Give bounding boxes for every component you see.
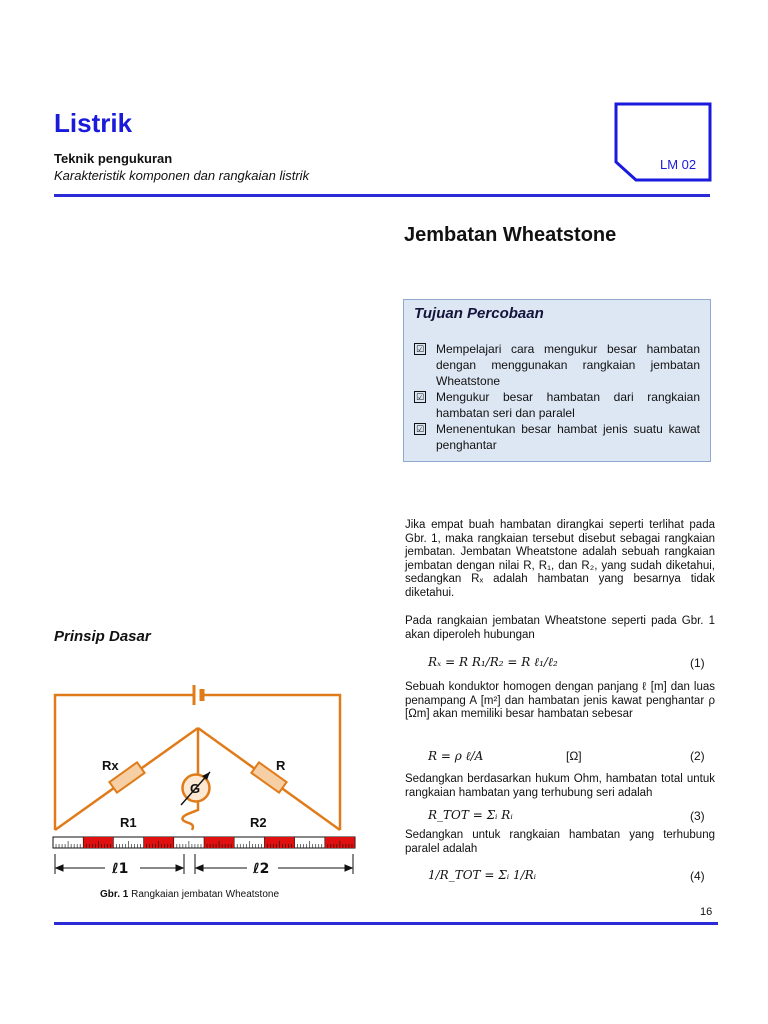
label-g: G: [190, 781, 201, 796]
equation-3-number: (3): [690, 809, 705, 823]
footer-divider: [54, 922, 718, 925]
equation-4-number: (4): [690, 869, 705, 883]
label-r2: R2: [250, 815, 267, 830]
header-divider: [54, 194, 710, 197]
meter-ruler: [53, 837, 355, 848]
paragraph-intro: Jika empat buah hambatan dirangkai seperti terlihat pada Gbr. 1, maka rangkaian tersebut disebut sebagai rangkaian jembatan. Jembatan Wheatstone adalah sebuah rangkaian jembatan dengan nilai R, R₁, dan R₂, yang sudah diketahui, sedangkan Rₓ adalah hambatan yang besarnya tidak diketahui.: [405, 519, 715, 599]
equation-1-number: (1): [690, 656, 705, 670]
section-heading: Prinsip Dasar: [54, 628, 151, 645]
paragraph-parallel: Sedangkan untuk rangkaian hambatan yang terhubung paralel adalah: [405, 829, 715, 855]
goal-item: [414, 341, 700, 389]
figure-caption-text: Rangkaian jembatan Wheatstone: [131, 889, 280, 900]
goal-text: Mempelajari cara mengukur besar hambatan dengan menggunakan rangkaian jembatan Wheatstone: [436, 342, 700, 388]
page-title: Listrik: [54, 108, 133, 138]
subtitle-bold: Teknik pengukuran: [54, 151, 173, 166]
section-title: Jembatan Wheatstone: [404, 224, 617, 246]
checkbox-icon: ☑: [415, 392, 425, 402]
goal-text: Mengukur besar hambatan dari rangkaian hambatan seri dan paralel: [436, 390, 700, 420]
checkbox-icon: ☑: [415, 424, 425, 434]
label-l1: ℓ1: [112, 861, 129, 877]
paragraph-series: Sedangkan berdasarkan hukum Ohm, hambatan total untuk rangkaian hambatan yang terhubung seri adalah: [405, 773, 715, 799]
equation-3: R_TOT = Σᵢ Rᵢ: [428, 808, 513, 822]
goal-item: [414, 389, 700, 421]
circuit-wires: [55, 695, 340, 830]
label-l2: ℓ2: [253, 861, 270, 877]
equation-2: R = ρ ℓ/A: [428, 749, 484, 763]
paragraph-conductor: Sebuah konduktor homogen dengan panjang ℓ [m] dan luas penampang A [m²] dan hambatan jenis kawat penghantar ρ [Ωm] akan memiliki besar hambatan sebesar: [405, 681, 715, 720]
figure-caption-label: Gbr. 1: [100, 889, 129, 900]
paragraph-relation: Pada rangkaian jembatan Wheatstone seperti pada Gbr. 1 akan diperoleh hubungan: [405, 615, 715, 641]
equation-2-number: (2): [690, 749, 705, 763]
length-markers: [55, 854, 353, 874]
equation-4: 1/R_TOT = Σᵢ 1/Rᵢ: [428, 868, 537, 882]
checkbox-icon: ☑: [415, 344, 425, 354]
label-r1: R1: [120, 815, 137, 830]
label-rx: Rx: [102, 758, 119, 773]
subtitle-italic: Karakteristik komponen dan rangkaian listrik: [54, 168, 310, 183]
page-number: 16: [700, 906, 713, 918]
equation-2-unit: [Ω]: [566, 749, 582, 763]
module-code: LM 02: [660, 157, 697, 172]
battery-icon: [194, 685, 202, 705]
wheatstone-circuit-diagram: [50, 680, 358, 880]
equation-1: Rₓ = R R₁/R₂ = R ℓ₁/ℓ₂: [428, 655, 558, 669]
label-r: R: [276, 758, 286, 773]
goal-item: [414, 421, 700, 453]
figure-caption: [100, 889, 279, 900]
goal-text: Menenentukan besar hambat jenis suatu kawat penghantar: [436, 422, 700, 452]
goals-heading: Tujuan Percobaan: [414, 305, 544, 322]
